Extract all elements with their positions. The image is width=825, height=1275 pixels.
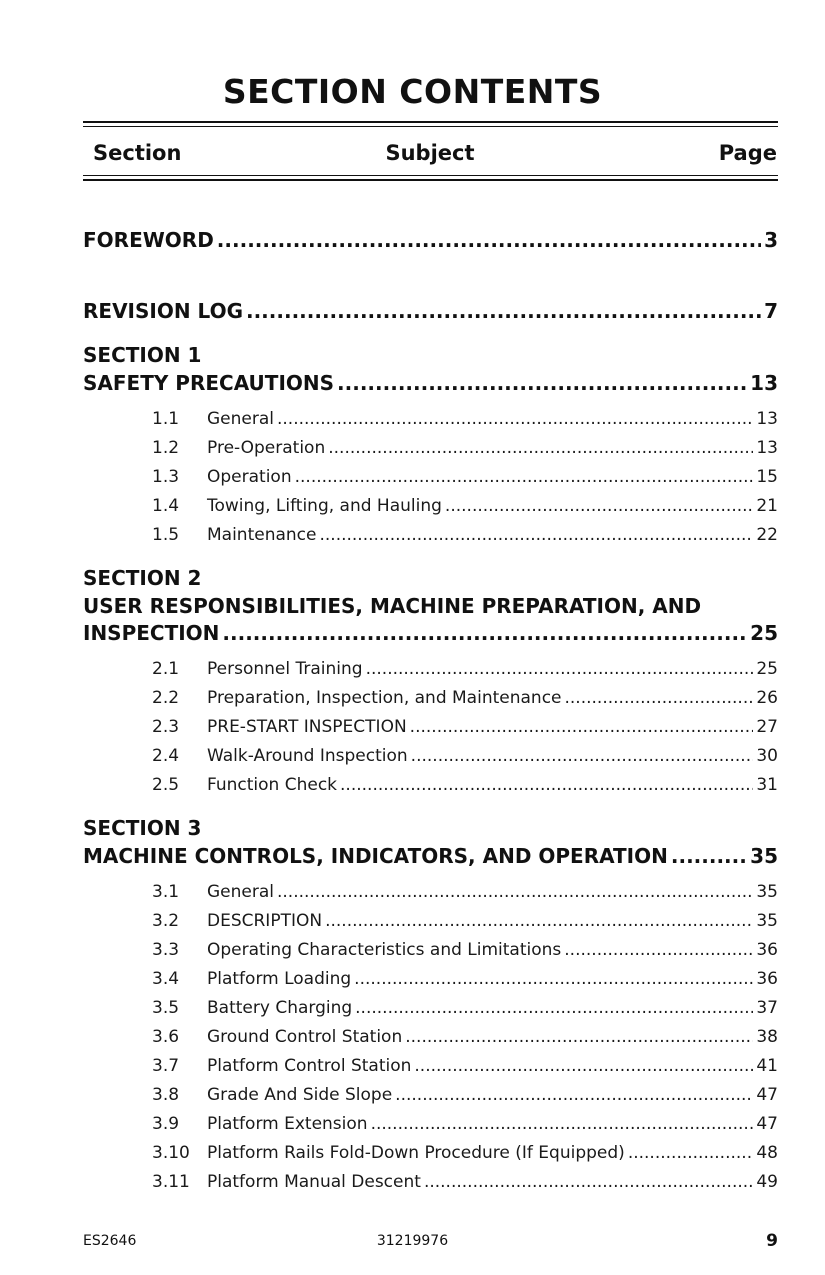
toc-subentry[interactable] [152,940,778,960]
dot-leader [671,844,747,868]
subentry-page: 36 [756,940,778,960]
subentry-page: 27 [756,717,778,737]
subentry-text: Platform Control Station [207,1056,412,1076]
subentry-page: 13 [756,438,778,458]
toc-subentry[interactable] [152,969,778,989]
toc-entry-page: 13 [750,371,778,395]
subentry-page: 47 [756,1114,778,1134]
toc-subentry[interactable] [152,496,778,516]
subentry-number: 1.5 [152,525,180,545]
toc-subentry[interactable] [152,438,778,458]
toc-entry-text: INSPECTION [83,621,220,645]
toc-subentry[interactable] [152,1056,778,1076]
subentry-text: Pre-Operation [207,438,326,458]
subentry-text: General [207,409,274,429]
subentry-text: Function Check [207,775,338,795]
toc-subentry[interactable] [152,717,778,737]
subentry-text: Operating Characteristics and Limitations [207,940,562,960]
subentry-text: Preparation, Inspection, and Maintenance [207,688,562,708]
toc-subentry[interactable] [152,1114,778,1134]
toc-subentry[interactable] [152,688,778,708]
toc-subentry[interactable] [152,409,778,429]
header-rule-top-thin [83,126,778,127]
subentry-number: 2.5 [152,775,180,795]
dot-leader [337,371,747,395]
subentry-page: 37 [756,998,778,1018]
toc-entry-text: FOREWORD [83,228,214,252]
subentry-page: 13 [756,409,778,429]
dot-leader [355,998,753,1018]
toc-entry-foreword[interactable] [83,228,778,252]
toc-subentry[interactable] [152,1027,778,1047]
toc-subentry[interactable] [152,911,778,931]
subentry-number: 2.2 [152,688,180,708]
toc-subentry[interactable] [152,659,778,679]
dot-leader [340,775,753,795]
subentry-text: Platform Loading [207,969,352,989]
dot-leader [328,438,753,458]
subentry-number: 3.2 [152,911,180,931]
dot-leader [319,525,753,545]
dot-leader [246,299,761,323]
dot-leader [628,1143,754,1163]
dot-leader [325,911,753,931]
column-header-page: Page [718,141,777,165]
toc-entry-page: 25 [750,621,778,645]
subentry-page: 49 [756,1172,778,1192]
dot-leader [414,1056,753,1076]
dot-leader [445,496,753,516]
subentry-text: Operation [207,467,292,487]
subentry-number: 3.3 [152,940,180,960]
toc-entry-page: 35 [750,844,778,868]
dot-leader [217,228,761,252]
subentry-number: 3.5 [152,998,180,1018]
toc-subentry[interactable] [152,882,778,902]
toc-subentry[interactable] [152,1172,778,1192]
subentry-text: Maintenance [207,525,317,545]
subentry-number: 1.4 [152,496,180,516]
dot-leader [222,621,747,645]
toc-entry-revision-log[interactable] [83,299,778,323]
page-title: SECTION CONTENTS [222,72,603,111]
toc-subentry[interactable] [152,998,778,1018]
subentry-text: Platform Manual Descent [207,1172,421,1192]
subentry-number: 2.1 [152,659,180,679]
subentry-number: 3.1 [152,882,180,902]
subentry-page: 15 [756,467,778,487]
toc-entry-page: 3 [764,228,778,252]
subentry-number: 3.7 [152,1056,180,1076]
header-rule-bottom-thin [83,175,778,176]
dot-leader [410,717,754,737]
subentry-number: 1.1 [152,409,180,429]
subentry-page: 31 [756,775,778,795]
section-3-label: SECTION 3 [83,816,202,840]
subentry-page: 38 [756,1027,778,1047]
subentry-number: 1.2 [152,438,180,458]
subentry-page: 35 [756,911,778,931]
footer-document-code: ES2646 [83,1233,137,1249]
section-2-label: SECTION 2 [83,566,202,590]
toc-subentry[interactable] [152,525,778,545]
subentry-number: 3.11 [152,1172,190,1192]
toc-subentry[interactable] [152,467,778,487]
subentry-text: Ground Control Station [207,1027,403,1047]
section-2-title-line-1: USER RESPONSIBILITIES, MACHINE PREPARATION, AND [83,594,702,618]
subentry-page: 30 [756,746,778,766]
subentry-text: Personnel Training [207,659,363,679]
subentry-text: Platform Extension [207,1114,368,1134]
subentry-text: Towing, Lifting, and Hauling [207,496,442,516]
toc-entry-section-2[interactable] [83,621,778,645]
dot-leader [564,940,753,960]
subentry-page: 36 [756,969,778,989]
subentry-page: 22 [756,525,778,545]
column-header-section: Section [93,141,182,165]
dot-leader [405,1027,753,1047]
dot-leader [277,409,753,429]
toc-subentry[interactable] [152,746,778,766]
subentry-page: 47 [756,1085,778,1105]
toc-entry-text: REVISION LOG [83,299,243,323]
subentry-text: PRE-START INSPECTION [207,717,407,737]
dot-leader [295,467,754,487]
subentry-number: 1.3 [152,467,180,487]
subentry-number: 3.8 [152,1085,180,1105]
header-rule-top [83,121,778,123]
subentry-page: 35 [756,882,778,902]
subentry-page: 21 [756,496,778,516]
subentry-text: Battery Charging [207,998,353,1018]
subentry-number: 2.4 [152,746,180,766]
subentry-number: 3.4 [152,969,180,989]
header-rule-bottom [83,179,778,181]
subentry-page: 41 [756,1056,778,1076]
footer-part-number: 31219976 [376,1233,449,1249]
toc-entry-section-3[interactable] [83,844,778,868]
subentry-number: 3.10 [152,1143,190,1163]
subentry-text: Platform Rails Fold-Down Procedure (If Equipped) [207,1143,625,1163]
subentry-page: 48 [756,1143,778,1163]
subentry-text: General [207,882,274,902]
dot-leader [354,969,753,989]
subentry-number: 2.3 [152,717,180,737]
toc-subentry[interactable] [152,775,778,795]
dot-leader [366,659,754,679]
dot-leader [371,1114,754,1134]
toc-entry-text: MACHINE CONTROLS, INDICATORS, AND OPERATION [83,844,668,868]
subentry-text: DESCRIPTION [207,911,323,931]
subentry-page: 26 [756,688,778,708]
subentry-number: 3.6 [152,1027,180,1047]
toc-entry-page: 7 [764,299,778,323]
dot-leader [395,1085,753,1105]
dot-leader [424,1172,753,1192]
toc-subentry[interactable] [152,1085,778,1105]
toc-entry-text: SAFETY PRECAUTIONS [83,371,335,395]
toc-entry-section-1[interactable] [83,371,778,395]
dot-leader [565,688,754,708]
subentry-page: 25 [756,659,778,679]
subentry-number: 3.9 [152,1114,180,1134]
toc-subentry[interactable] [152,1143,778,1163]
section-1-label: SECTION 1 [83,343,202,367]
dot-leader [277,882,753,902]
subentry-text: Grade And Side Slope [207,1085,393,1105]
dot-leader [411,746,754,766]
column-header-subject: Subject [385,141,475,165]
footer-page-number: 9 [766,1231,778,1251]
subentry-text: Walk-Around Inspection [207,746,408,766]
